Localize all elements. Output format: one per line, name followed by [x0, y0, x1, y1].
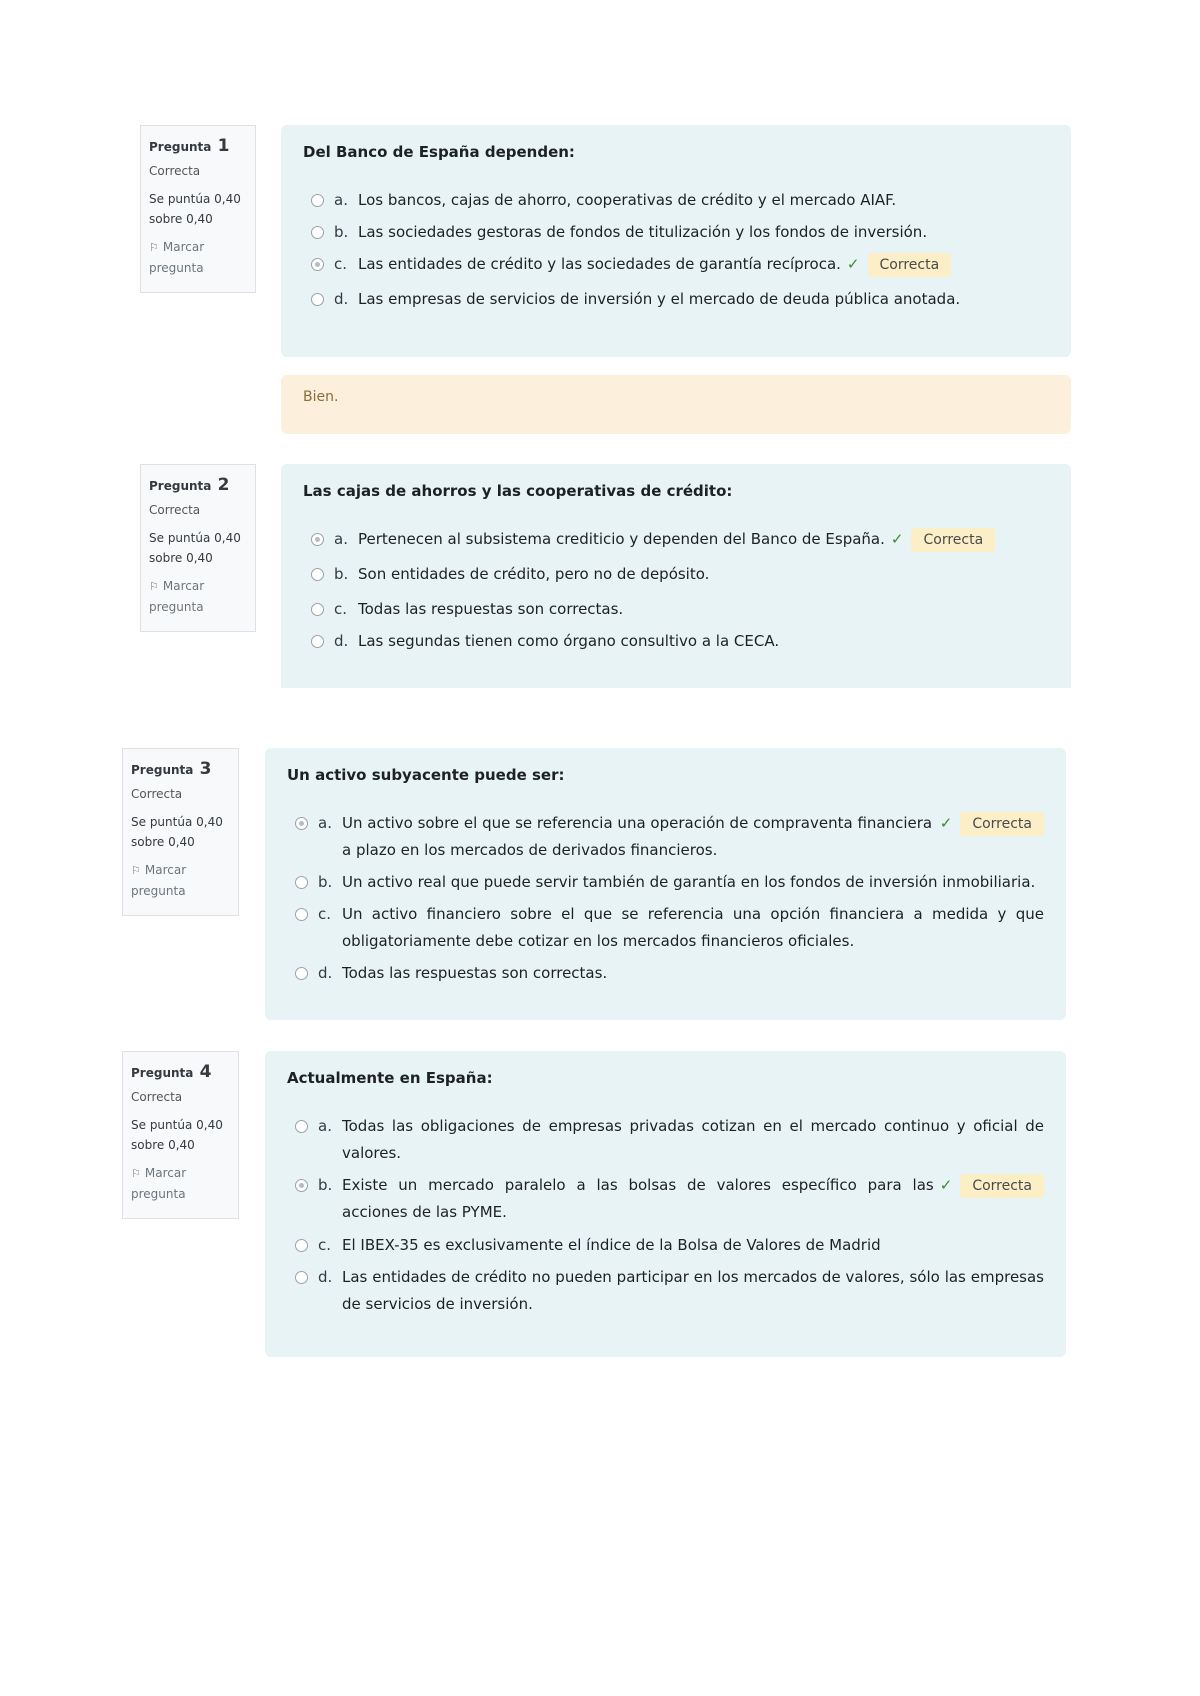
- question-title: Pregunta 3: [131, 759, 212, 779]
- answer-text: Un activo real que puede servir también de garantía en los fondos de inversión inmobiliaria.: [342, 873, 1036, 891]
- answer-text: Las sociedades gestoras de fondos de titulización y los fondos de inversión.: [358, 223, 928, 241]
- check-icon: ✓: [939, 1176, 953, 1194]
- flag-icon: ⚐: [149, 580, 159, 593]
- question-text: Un activo subyacente puede ser:: [287, 766, 565, 784]
- answer-option[interactable]: a. Pertenecen al subsistema crediticio y dependen del Banco de España. ✓ Correcta: [303, 526, 1049, 553]
- question-info-3: [122, 748, 239, 916]
- question-info-4: [122, 1051, 239, 1219]
- answer-option[interactable]: c. El IBEX-35 es exclusivamente el índice de la Bolsa de Valores de Madrid: [287, 1232, 1044, 1259]
- question-number: 3: [199, 759, 212, 779]
- answer-list: [287, 1113, 1044, 1318]
- answer-radio-selected[interactable]: [295, 1179, 308, 1192]
- flag-icon: ⚐: [131, 1167, 141, 1180]
- answer-text: Las empresas de servicios de inversión y el mercado de deuda pública anotada.: [358, 290, 961, 308]
- answer-radio[interactable]: [295, 967, 308, 980]
- question-state: Correcta: [149, 503, 201, 517]
- question-title: Pregunta 4: [131, 1062, 212, 1082]
- correct-badge: Correcta: [868, 253, 952, 277]
- answer-text: Las entidades de crédito no pueden participar en los mercados de valores, sólo las empresas de servicios de inversión.: [342, 1268, 1044, 1313]
- answer-option[interactable]: b. Son entidades de crédito, pero no de depósito.: [303, 561, 1049, 588]
- answer-radio[interactable]: [311, 293, 324, 306]
- answer-option[interactable]: c. Un activo financiero sobre el que se referencia una opción financiera a medida y que obligatoriamente debe cotizar en los mercados financieros oficiales.: [287, 901, 1044, 955]
- answer-option[interactable]: d. Todas las respuestas son correctas.: [287, 960, 1044, 987]
- question-grade: Se puntúa 0,40 sobre 0,40: [131, 1118, 223, 1152]
- answer-radio-selected[interactable]: [311, 533, 324, 546]
- question-content-2: [281, 464, 1071, 688]
- answer-text: Son entidades de crédito, pero no de depósito.: [358, 565, 710, 583]
- check-icon: ✓: [939, 814, 953, 832]
- answer-radio[interactable]: [295, 1120, 308, 1133]
- answer-radio[interactable]: [295, 1271, 308, 1284]
- answer-option[interactable]: d. Las entidades de crédito no pueden participar en los mercados de valores, sólo las empresas de servicios de inversión.: [287, 1264, 1044, 1318]
- answer-option[interactable]: a. Los bancos, cajas de ahorro, cooperativas de crédito y el mercado AIAF.: [303, 187, 1049, 214]
- question-grade: Se puntúa 0,40 sobre 0,40: [149, 531, 241, 565]
- correct-badge: Correcta: [911, 528, 995, 552]
- flag-question-link[interactable]: ⚐ Marcar pregunta: [149, 579, 205, 614]
- question-text: Las cajas de ahorros y las cooperativas de crédito:: [303, 482, 733, 500]
- answer-option[interactable]: c. Todas las respuestas son correctas.: [303, 596, 1049, 623]
- answer-list: [287, 810, 1044, 987]
- answer-radio[interactable]: [311, 603, 324, 616]
- question-grade: Se puntúa 0,40 sobre 0,40: [131, 815, 223, 849]
- question-content-1: [281, 125, 1071, 357]
- check-icon: ✓: [890, 530, 904, 548]
- answer-radio-selected[interactable]: [295, 817, 308, 830]
- answer-radio[interactable]: [295, 876, 308, 889]
- answer-text: El IBEX-35 es exclusivamente el índice de la Bolsa de Valores de Madrid: [342, 1236, 881, 1254]
- flag-question-link[interactable]: ⚐ Marcar pregunta: [131, 863, 187, 898]
- answer-text: Todas las respuestas son correctas.: [342, 964, 608, 982]
- answer-text: Todas las respuestas son correctas.: [358, 600, 624, 618]
- feedback-box: Bien.: [281, 375, 1071, 434]
- check-icon: ✓: [846, 255, 860, 273]
- question-number: 4: [199, 1062, 212, 1082]
- answer-option[interactable]: b. Las sociedades gestoras de fondos de titulización y los fondos de inversión.: [303, 219, 1049, 246]
- answer-list: [303, 526, 1049, 655]
- answer-radio[interactable]: [311, 226, 324, 239]
- answer-text: Pertenecen al subsistema crediticio y dependen del Banco de España.: [358, 530, 885, 548]
- flag-question-link[interactable]: ⚐ Marcar pregunta: [149, 240, 205, 275]
- question-title: Pregunta 1: [149, 136, 230, 156]
- answer-option[interactable]: a. Todas las obligaciones de empresas privadas cotizan en el mercado continuo y oficial de valores.: [287, 1113, 1044, 1167]
- answer-text: Las entidades de crédito y las sociedades de garantía recíproca.: [358, 255, 841, 273]
- question-grade: Se puntúa 0,40 sobre 0,40: [149, 192, 241, 226]
- answer-text: Los bancos, cajas de ahorro, cooperativas de crédito y el mercado AIAF.: [358, 191, 897, 209]
- flag-icon: ⚐: [149, 241, 159, 254]
- flag-icon: ⚐: [131, 864, 141, 877]
- answer-option[interactable]: b. Existe un mercado paralelo a las bolsas de valores específico para las acciones de las PYME. ✓ Correcta: [287, 1172, 1044, 1226]
- answer-radio-selected[interactable]: [311, 258, 324, 271]
- question-state: Correcta: [149, 164, 201, 178]
- question-text: Del Banco de España dependen:: [303, 143, 575, 161]
- answer-radio[interactable]: [295, 1239, 308, 1252]
- question-title: Pregunta 2: [149, 475, 230, 495]
- answer-list: [303, 187, 1049, 313]
- answer-option[interactable]: c. Las entidades de crédito y las sociedades de garantía recíproca. ✓ Correcta: [303, 251, 1049, 278]
- answer-text: Existe un mercado paralelo a las bolsas de valores específico para las acciones de las PYME.: [342, 1176, 934, 1221]
- question-info-1: [140, 125, 256, 293]
- answer-text: Un activo sobre el que se referencia una operación de compraventa financiera a plazo en los mercados de derivados financieros.: [342, 814, 933, 859]
- correct-badge: Correcta: [960, 1174, 1044, 1198]
- question-state: Correcta: [131, 1090, 183, 1104]
- question-number: 1: [217, 136, 230, 156]
- answer-text: Todas las obligaciones de empresas privadas cotizan en el mercado continuo y oficial de valores.: [342, 1117, 1044, 1162]
- answer-text: Un activo financiero sobre el que se referencia una opción financiera a medida y que obligatoriamente debe cotizar en los mercados financieros oficiales.: [342, 905, 1044, 950]
- question-text: Actualmente en España:: [287, 1069, 493, 1087]
- answer-option[interactable]: b. Un activo real que puede servir también de garantía en los fondos de inversión inmobiliaria.: [287, 869, 1044, 896]
- question-number: 2: [217, 475, 230, 495]
- answer-option[interactable]: d. Las empresas de servicios de inversión y el mercado de deuda pública anotada.: [303, 286, 1049, 313]
- correct-badge: Correcta: [960, 812, 1044, 836]
- answer-radio[interactable]: [311, 194, 324, 207]
- answer-option[interactable]: a. Un activo sobre el que se referencia una operación de compraventa financiera a plazo en los mercados de derivados financieros. ✓ Correcta: [287, 810, 1044, 864]
- answer-radio[interactable]: [311, 568, 324, 581]
- answer-text: Las segundas tienen como órgano consultivo a la CECA.: [358, 632, 780, 650]
- answer-option[interactable]: d. Las segundas tienen como órgano consultivo a la CECA.: [303, 628, 1049, 655]
- answer-radio[interactable]: [295, 908, 308, 921]
- question-info-2: [140, 464, 256, 632]
- question-content-3: [265, 748, 1066, 1020]
- question-state: Correcta: [131, 787, 183, 801]
- answer-radio[interactable]: [311, 635, 324, 648]
- question-content-4: [265, 1051, 1066, 1357]
- flag-question-link[interactable]: ⚐ Marcar pregunta: [131, 1166, 187, 1201]
